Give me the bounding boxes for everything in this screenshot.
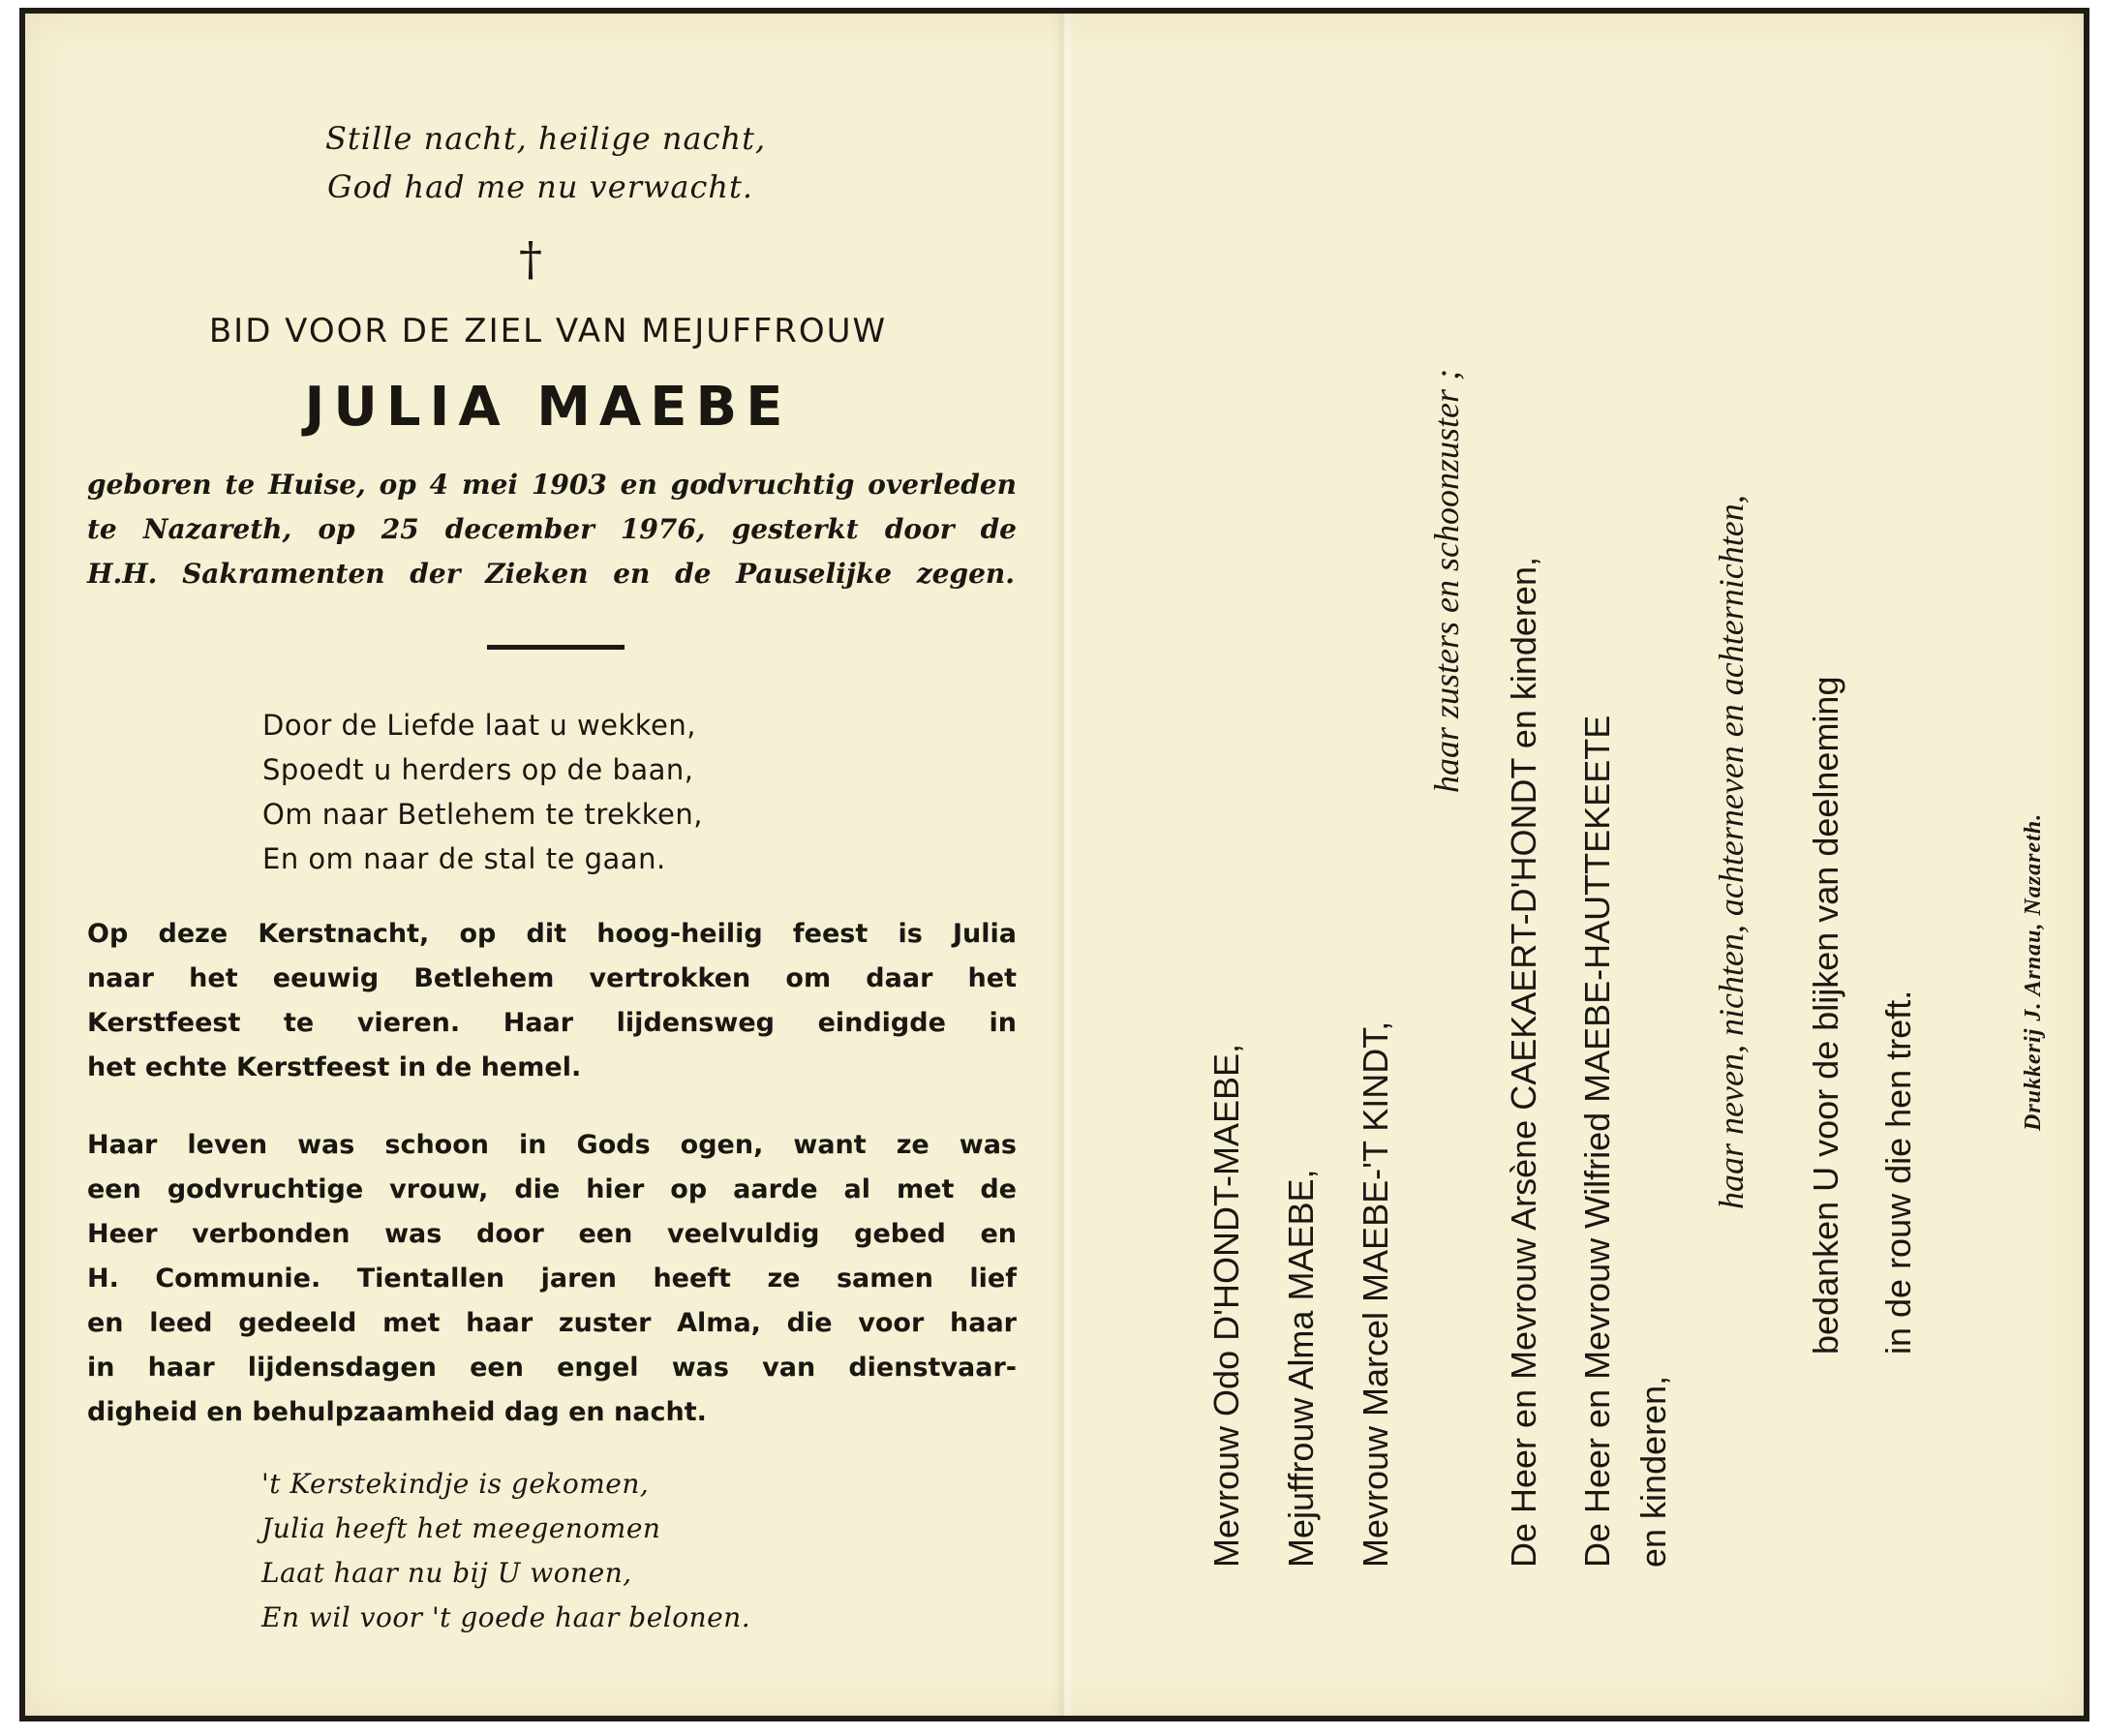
details-line: te Nazareth, op 25 december 1976, gesterkt door de	[87, 513, 1017, 545]
paragraph-life	[87, 1123, 1017, 1435]
right-panel	[1075, 14, 2084, 1716]
details-line: geboren te Huise, op 4 mei 1903 en godvruchtig overleden	[87, 469, 1017, 501]
family-line: en kinderen,	[1633, 1375, 1673, 1568]
paragraph-line: Op deze Kerstnacht, op dit hoog-heilig feest is Julia	[87, 919, 1017, 949]
memorial-card	[19, 8, 2089, 1721]
card-fold	[1053, 14, 1075, 1716]
motto-line: God had me nu verwacht.	[327, 168, 754, 205]
cross-icon: †	[519, 232, 542, 287]
family-relation: haar zusters en schoonzuster ;	[1427, 369, 1466, 793]
paragraph-line: in haar lijdensdagen een engel was van dienstvaar-	[87, 1353, 1017, 1383]
deceased-name: JULIA MAEBE	[304, 376, 792, 439]
poem-line: En wil voor 't goede haar belonen.	[261, 1601, 751, 1633]
family-line: Mevrouw Marcel MAEBE-'T KINDT,	[1356, 1020, 1395, 1568]
poem-line: Laat haar nu bij U wonen,	[261, 1557, 632, 1589]
prayer-heading: BID VOOR DE ZIEL VAN MEJUFFROUW	[208, 312, 888, 350]
paragraph-line: het echte Kerstfeest in de hemel.	[87, 1052, 582, 1082]
paragraph-line: Heer verbonden was door een veelvuldig gebed en	[87, 1219, 1017, 1249]
family-line: De Heer en Mevrouw Arsène CAEKAERT-D'HONDT en kinderen,	[1504, 557, 1543, 1568]
poem-line: 't Kerstekindje is gekomen,	[261, 1468, 650, 1500]
divider	[487, 645, 625, 650]
poem-line: Door de Liefde laat u wekken,	[262, 709, 696, 742]
details-line: H.H. Sakramenten der Zieken en de Pauselijke zegen.	[87, 558, 1015, 590]
family-line: Mejuffrouw Alma MAEBE,	[1281, 1169, 1321, 1568]
closing-poem	[261, 1462, 750, 1640]
printer-imprint: Drukkerij J. Arnau, Nazareth.	[2021, 812, 2046, 1131]
paragraph-line: H. Communie. Tientallen jaren heeft ze samen lief	[87, 1264, 1017, 1294]
paragraph-line: en leed gedeeld met haar zuster Alma, die voor haar	[87, 1308, 1017, 1338]
family-relation: haar neven, nichten, achterneven en achternichten,	[1712, 495, 1751, 1209]
family-line: De Heer en Mevrouw Wilfried MAEBE-HAUTTEKEETE	[1577, 715, 1617, 1568]
poem-line: Julia heeft het meegenomen	[261, 1512, 661, 1544]
thanks-line: bedanken U voor de blijken van deelneming	[1806, 676, 1845, 1355]
paragraph-line: naar het eeuwig Betlehem vertrokken om daar het	[87, 963, 1017, 993]
paragraph-christmas	[87, 912, 1017, 1090]
poem-line: En om naar de stal te gaan.	[262, 842, 666, 875]
poem-line: Spoedt u herders op de baan,	[262, 753, 694, 786]
paragraph-line: digheid en behulpzaamheid dag en nacht.	[87, 1397, 707, 1427]
thanks-line: in de rouw die hen treft.	[1878, 990, 1918, 1355]
paragraph-line: een godvruchtige vrouw, die hier op aarde al met de	[87, 1174, 1017, 1204]
poem-line: Om naar Betlehem te trekken,	[262, 798, 703, 831]
christmas-poem	[262, 703, 703, 881]
family-line: Mevrouw Odo D'HONDT-MAEBE,	[1206, 1044, 1246, 1568]
paragraph-line: Kerstfeest te vieren. Haar lijdensweg eindigde in	[87, 1008, 1017, 1038]
motto-line: Stille nacht, heilige nacht,	[325, 120, 767, 157]
motto	[325, 114, 766, 211]
birth-death-details	[87, 463, 1017, 596]
left-panel	[25, 14, 1053, 1716]
paragraph-line: Haar leven was schoon in Gods ogen, want ze was	[87, 1130, 1017, 1160]
